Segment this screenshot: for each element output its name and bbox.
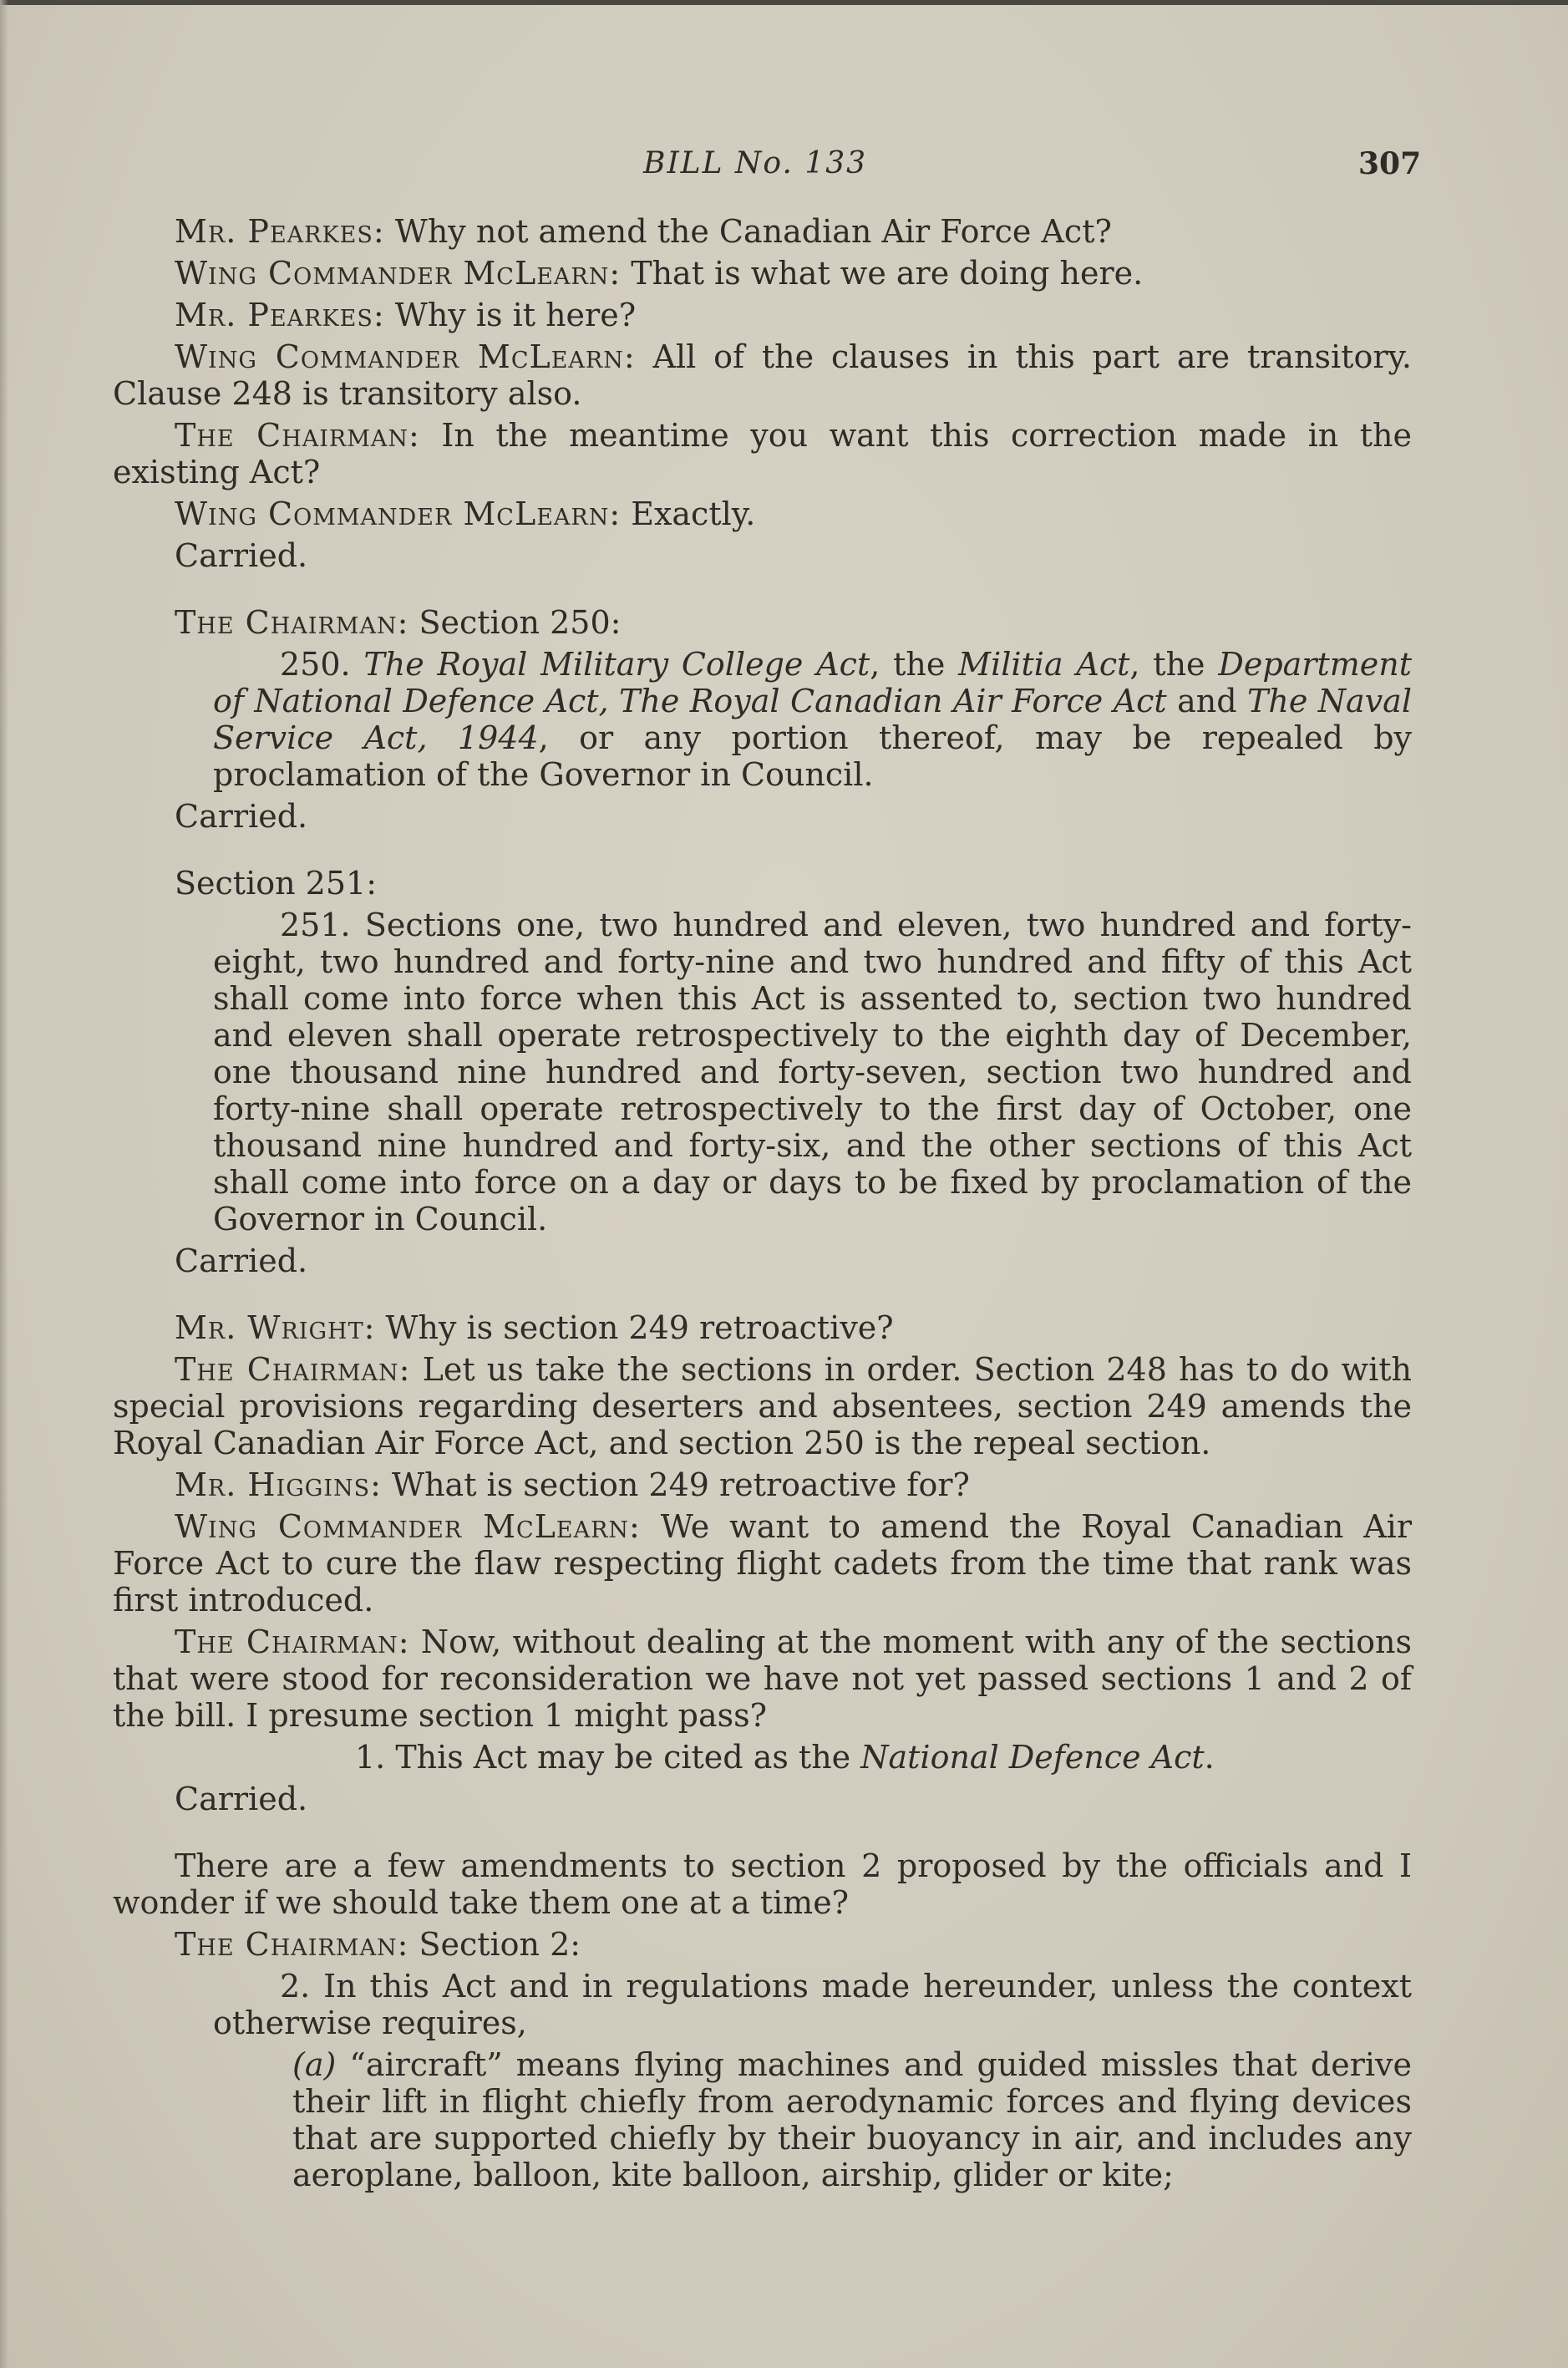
paragraph — [113, 1624, 1412, 1734]
speaker: The Chairman: — [175, 1351, 411, 1388]
clause-label: (a) — [292, 2046, 337, 2083]
page-left-edge — [0, 0, 8, 2368]
speaker: Mr. Pearkes: — [175, 297, 385, 333]
speech: Now, without dealing at the moment with any of the sections that were stood for reconsideration we have not yet passed sections 1 and 2 of the bill. I presume section 1 might pass? — [113, 1624, 1412, 1734]
act-title: Department of National Defence Act, The Royal Canadian Air Force Act — [213, 646, 1412, 719]
speech: We want to amend the Royal Canadian Air Force Act to cure the flaw respecting flight cadets from the time that rank was first introduced. — [113, 1508, 1413, 1618]
text-run: , the — [1129, 646, 1219, 683]
section-250-text — [213, 646, 1412, 793]
speaker: Mr. Pearkes: — [175, 213, 385, 250]
speech: Section 2: — [408, 1926, 581, 1963]
text-run: , or any portion thereof, may be repealed by proclamation of the Governor in Council. — [213, 719, 1412, 793]
speaker: Wing Commander McLearn: — [175, 338, 636, 375]
speech: Section 250: — [408, 604, 622, 641]
act-title: The Royal Military College Act — [363, 646, 870, 683]
paragraph — [113, 213, 1412, 250]
carried-note: Carried. — [175, 537, 308, 574]
section-2-text: 2. In this Act and in regulations made hereunder, unless the context otherwise requires, — [213, 1968, 1412, 2041]
speaker: Mr. Higgins: — [175, 1466, 382, 1503]
paragraph — [113, 1351, 1412, 1461]
page-number: 307 — [1358, 146, 1422, 181]
paragraph: There are a few amendments to section 2 proposed by the officials and I wonder if we should take them one at a time? — [113, 1847, 1412, 1921]
speaker: Wing Commander McLearn: — [175, 1508, 641, 1545]
section-1-text — [292, 1739, 1412, 1776]
section-2a-text — [292, 2046, 1412, 2193]
speaker: The Chairman: — [175, 1926, 409, 1963]
speech: Exactly. — [621, 495, 756, 532]
act-title: Militia Act — [958, 646, 1130, 683]
speaker: The Chairman: — [175, 604, 409, 641]
speaker: The Chairman: — [175, 1624, 410, 1660]
text-run: , the — [870, 646, 959, 683]
speaker: Wing Commander McLearn: — [175, 495, 622, 532]
carried-note: Carried. — [175, 1242, 308, 1279]
section-251-text: 251. Sections one, two hundred and eleven, two hundred and forty-eight, two hundred and forty-nine and two hundred and fifty of this Act shall come into force when this Act is assented to, section two hundred and eleven shall operate retrospectively to the eighth day of December, one thousand nine hundred and forty-seven, section two hundred and forty-nine shall operate retrospectively to the first day of October, one thousand nine hundred and forty-six, and the other sections of this Act shall come into force on a day or days to be fixed by proclamation of the Governor in Council. — [213, 907, 1412, 1237]
text-run: 1. This Act may be cited as the — [355, 1739, 861, 1776]
speech: Let us take the sections in order. Section 248 has to do with special provisions regarding deserters and absentees, section 249 amends the Royal Canadian Air Force Act, and section 250 is the repeal section. — [113, 1351, 1412, 1461]
speaker: The Chairman: — [175, 417, 420, 454]
speech: In the meantime you want this correction made in the existing Act? — [113, 417, 1412, 490]
speech: Why is it here? — [384, 297, 637, 333]
paragraph — [113, 604, 1412, 641]
paragraph — [113, 255, 1412, 292]
paragraph — [113, 495, 1412, 532]
paragraph — [113, 417, 1412, 490]
speech: Why is section 249 retroactive? — [375, 1309, 894, 1346]
act-title: The Naval Service Act, 1944 — [213, 683, 1412, 756]
speech: Why not amend the Canadian Air Force Act? — [384, 213, 1112, 250]
running-header-title: BILL No. 133 — [643, 146, 868, 180]
act-title: National Defence Act — [860, 1739, 1205, 1776]
paragraph — [113, 1466, 1412, 1503]
paragraph — [113, 297, 1412, 333]
page-body — [113, 213, 1412, 2198]
text-run: “aircraft” means flying machines and guided missles that derive their lift in flight chiefly from aerodynamic forces and flying devices that are supported chiefly by their buoyancy in air, and includes any aeroplane, balloon, kite balloon, airship, glider or kite; — [292, 2046, 1412, 2193]
section-number: 250. — [280, 646, 364, 683]
speaker: Wing Commander McLearn: — [175, 255, 622, 292]
text-run: and — [1166, 683, 1248, 719]
speech: What is section 249 retroactive for? — [381, 1466, 970, 1503]
section-heading: Section 251: — [175, 865, 377, 902]
speech: That is what we are doing here. — [621, 255, 1144, 292]
paragraph — [113, 1309, 1412, 1346]
paragraph — [113, 1926, 1412, 1963]
paragraph — [113, 338, 1412, 412]
text-run: . — [1204, 1739, 1215, 1776]
speaker: Mr. Wright: — [175, 1309, 376, 1346]
page-top-edge — [0, 0, 1568, 5]
carried-note: Carried. — [175, 798, 308, 835]
speech: All of the clauses in this part are transitory. Clause 248 is transitory also. — [113, 338, 1412, 412]
paragraph — [113, 1508, 1412, 1618]
carried-note: Carried. — [175, 1781, 308, 1817]
